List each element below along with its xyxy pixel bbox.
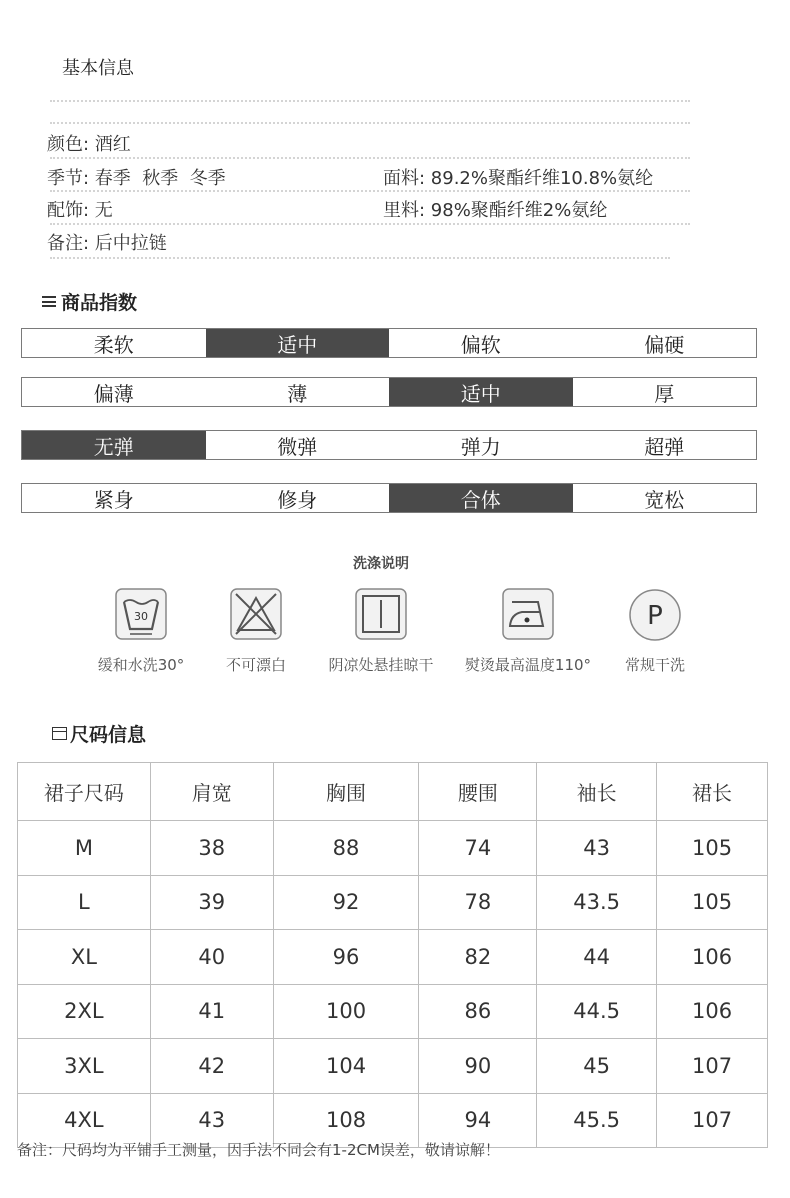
table-row [18, 875, 768, 930]
table-row [18, 821, 768, 876]
divider [50, 157, 690, 159]
wash-temp-label: 30 [134, 610, 148, 623]
info-color: 颜色: 酒红 [47, 134, 131, 155]
table-header: 袖长 [537, 763, 657, 821]
divider [50, 257, 670, 259]
index-cell: 宽松 [644, 487, 685, 512]
table-cell: 42 [150, 1039, 273, 1094]
table-cell: 44 [537, 930, 657, 985]
table-cell: 86 [419, 984, 537, 1039]
info-remark: 备注: 后中拉链 [47, 233, 167, 254]
wash-item [458, 588, 598, 675]
index-row-elasticity [21, 430, 757, 460]
index-cell: 修身 [277, 487, 318, 512]
table-cell: 39 [150, 875, 273, 930]
table-cell: 41 [150, 984, 273, 1039]
wash-label: 缓和水洗30° [97, 656, 185, 674]
index-cell: 薄 [287, 381, 308, 406]
iron-icon [502, 588, 554, 640]
table-cell: 92 [273, 875, 419, 930]
table-cell: 45 [537, 1039, 657, 1094]
table-row [18, 984, 768, 1039]
table-cell: 107 [657, 1039, 768, 1094]
wash-label: 阴凉处悬挂晾干 [328, 656, 434, 674]
size-note: 备注：尺码均为平铺手工测量，因手法不同会有1-2CM误差，敬请谅解！ [17, 1141, 500, 1159]
index-cell: 紧身 [93, 487, 134, 512]
index-row-softness [21, 328, 757, 358]
size-heading [52, 720, 146, 747]
table-row [18, 1039, 768, 1094]
table-cell: 106 [657, 930, 768, 985]
index-cell: 偏薄 [93, 381, 134, 406]
table-row [18, 930, 768, 985]
table-cell: 88 [273, 821, 419, 876]
index-cell: 柔软 [93, 332, 134, 357]
index-cell: 超弹 [644, 434, 685, 459]
table-cell: 3XL [18, 1039, 151, 1094]
table-cell: 43 [537, 821, 657, 876]
table-header: 腰围 [419, 763, 537, 821]
no-bleach-icon [230, 588, 282, 640]
wash-label: 不可漂白 [225, 656, 286, 674]
size-title: 尺码信息 [70, 724, 147, 746]
table-cell: 100 [273, 984, 419, 1039]
table-cell: 2XL [18, 984, 151, 1039]
table-cell: 44.5 [537, 984, 657, 1039]
table-cell: 38 [150, 821, 273, 876]
index-heading [42, 288, 137, 315]
index-cell-selected: 合体 [389, 484, 573, 512]
table-cell: L [18, 875, 151, 930]
table-cell: 4XL [18, 1093, 151, 1148]
table-cell: 104 [273, 1039, 419, 1094]
table-cell: 82 [419, 930, 537, 985]
wash-label: 熨烫最高温度110° [464, 656, 592, 674]
info-season: 季节: 春季 秋季 冬季 [47, 168, 226, 189]
table-cell: 43.5 [537, 875, 657, 930]
info-lining: 里料: 98%聚酯纤维2%氨纶 [383, 200, 608, 221]
table-cell: 40 [150, 930, 273, 985]
list-icon [42, 296, 56, 307]
index-cell-selected: 适中 [389, 378, 573, 406]
table-cell: 90 [419, 1039, 537, 1094]
divider [50, 190, 690, 192]
table-cell: M [18, 821, 151, 876]
table-icon [52, 727, 67, 740]
info-accessory: 配饰: 无 [47, 200, 113, 221]
table-header: 裙子尺码 [18, 763, 151, 821]
table-cell: 96 [273, 930, 419, 985]
table-cell: 94 [419, 1093, 537, 1148]
wash-30-icon [115, 588, 167, 640]
table-header: 肩宽 [150, 763, 273, 821]
index-cell: 偏硬 [644, 332, 685, 357]
table-cell: 108 [273, 1093, 419, 1148]
dry-clean-p-icon [628, 588, 682, 642]
table-cell: 43 [150, 1093, 273, 1148]
wash-item [585, 588, 725, 675]
info-fabric: 面料: 89.2%聚酯纤维10.8%氨纶 [383, 168, 654, 189]
wash-label: 常规干洗 [624, 656, 685, 674]
index-cell: 微弹 [277, 434, 318, 459]
index-cell: 偏软 [460, 332, 501, 357]
table-cell: 45.5 [537, 1093, 657, 1148]
shade-hang-dry-icon [355, 588, 407, 640]
table-cell: 105 [657, 875, 768, 930]
table-cell: 107 [657, 1093, 768, 1148]
index-row-thickness [21, 377, 757, 407]
table-cell: 74 [419, 821, 537, 876]
index-row-fit [21, 483, 757, 513]
size-table [17, 762, 768, 1148]
divider [50, 122, 690, 124]
wash-item [186, 588, 326, 675]
table-header-row [18, 763, 768, 821]
table-cell: 78 [419, 875, 537, 930]
dry-clean-letter: P [647, 601, 663, 631]
index-cell-selected: 无弹 [22, 431, 206, 459]
wash-item [311, 588, 451, 675]
table-header: 胸围 [273, 763, 419, 821]
index-cell: 弹力 [460, 434, 501, 459]
table-header: 裙长 [657, 763, 768, 821]
index-cell-selected: 适中 [206, 329, 390, 357]
divider [50, 100, 690, 102]
basic-info-title: 基本信息 [62, 58, 134, 79]
table-cell: 105 [657, 821, 768, 876]
index-cell: 厚 [654, 381, 675, 406]
table-cell: XL [18, 930, 151, 985]
divider [50, 223, 690, 225]
wash-title: 洗涤说明 [353, 556, 409, 572]
index-title: 商品指数 [61, 292, 138, 314]
table-cell: 106 [657, 984, 768, 1039]
